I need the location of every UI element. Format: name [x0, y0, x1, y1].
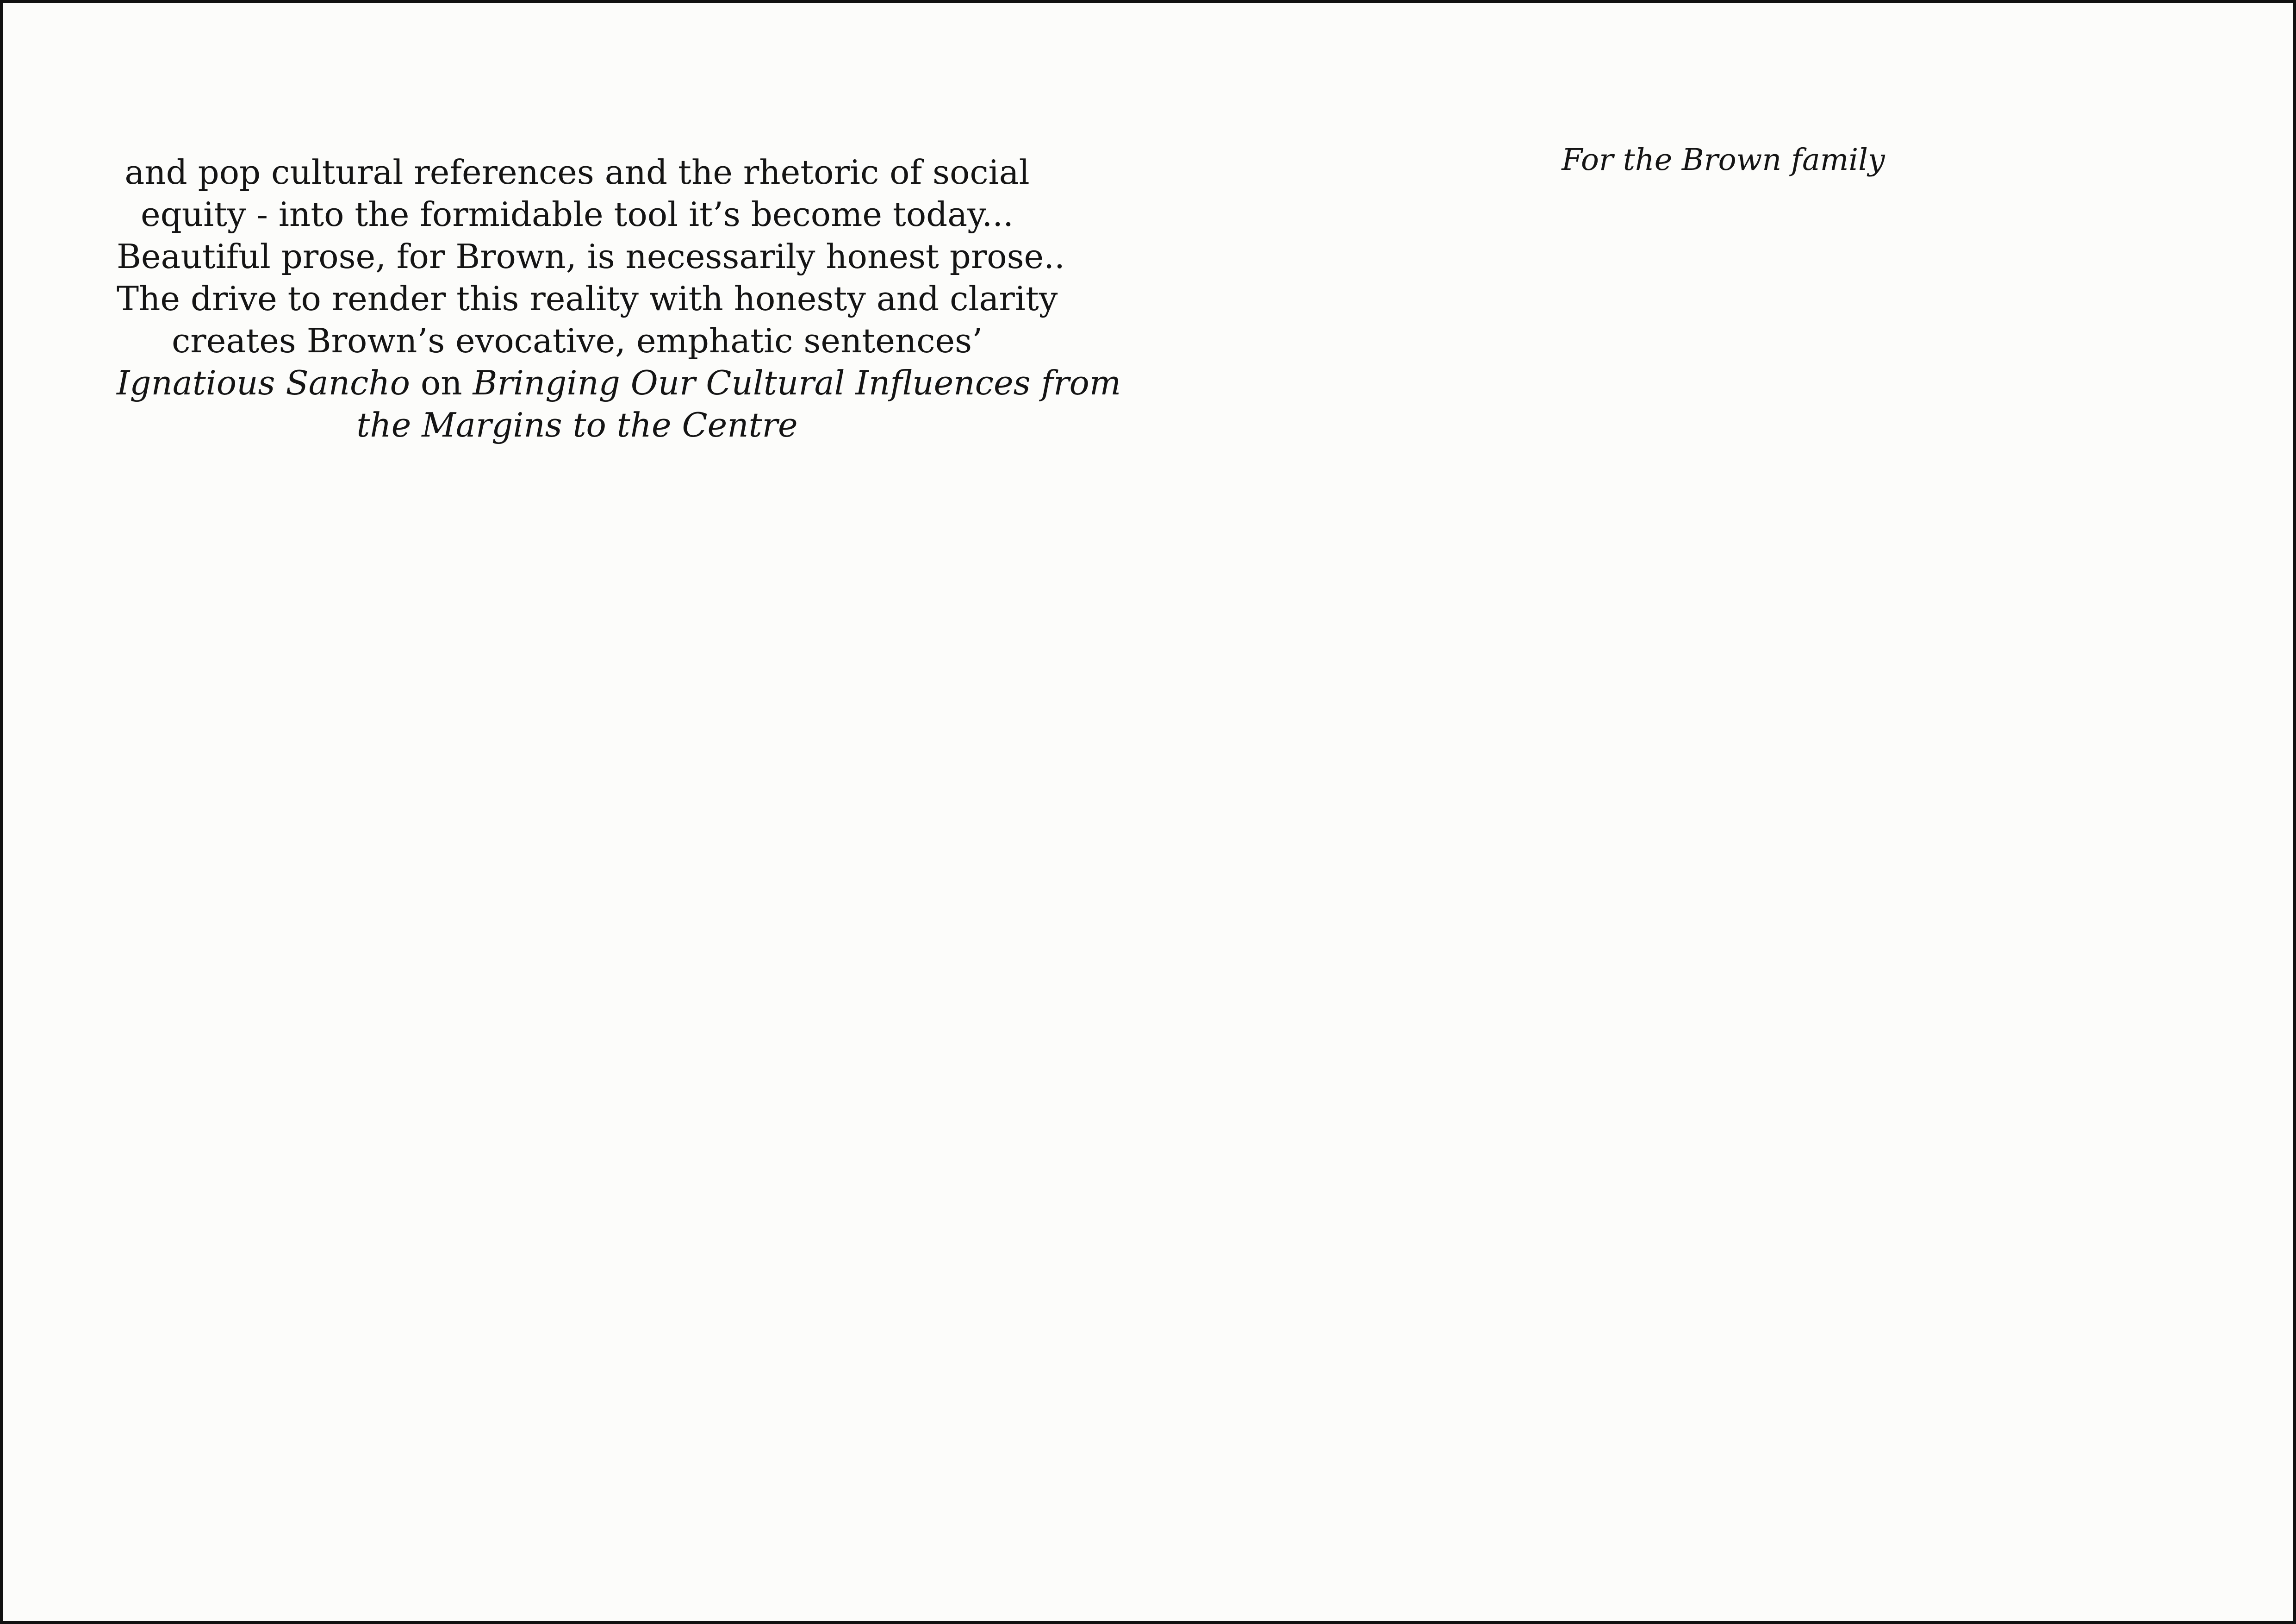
quote-attribution — [117, 362, 1121, 404]
quote-line: Beautiful prose, for Brown, is necessarily honest prose.. — [117, 237, 1065, 276]
attribution-title: Bringing Our Cultural Influences from — [473, 363, 1121, 402]
quote-line: creates Brown’s evocative, emphatic sentences’ — [171, 321, 983, 360]
quote-line: equity - into the formidable tool it’s become today... — [141, 195, 1014, 234]
attribution-author: Ignatious Sancho — [117, 363, 411, 402]
right-page — [1151, 6, 2296, 1618]
dedication: For the Brown family — [1562, 143, 1885, 177]
attribution-connector: on — [420, 363, 462, 402]
attribution-title-continued: the Margins to the Centre — [356, 406, 798, 444]
left-page — [6, 6, 1151, 1618]
quote-attribution-continued — [117, 404, 1038, 446]
quote-line: The drive to render this reality with honesty and clarity — [117, 279, 1058, 318]
epigraph-quote — [117, 151, 1121, 446]
quote-line: and pop cultural references and the rhetoric of social — [124, 153, 1030, 192]
book-spread — [6, 6, 2290, 1618]
